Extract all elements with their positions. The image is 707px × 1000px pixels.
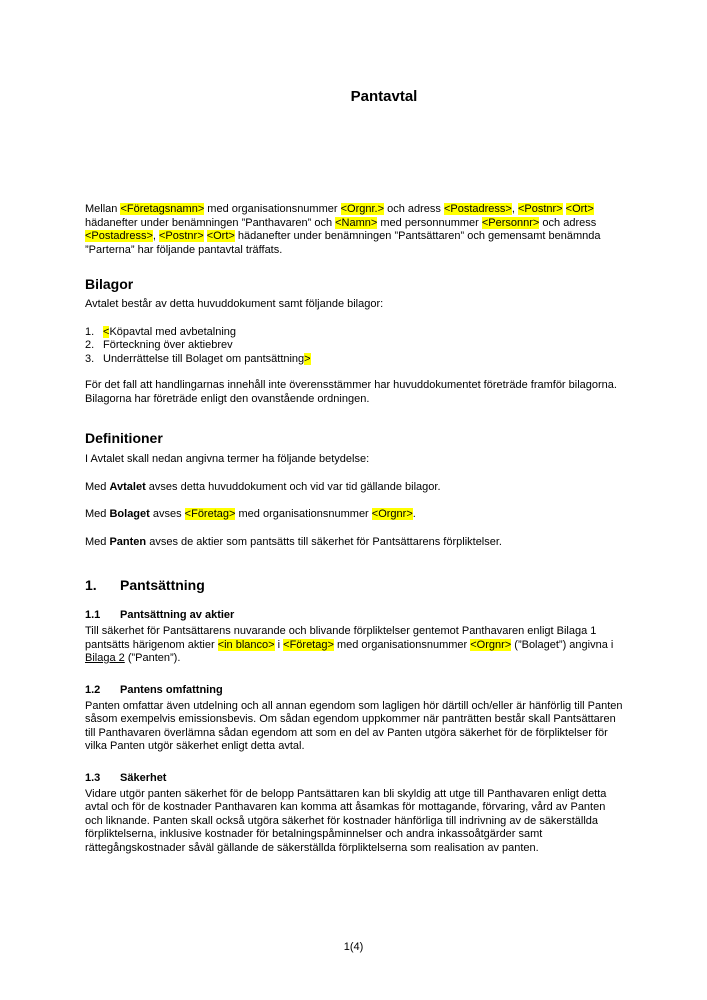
section-heading-bilagor: Bilagor	[85, 276, 134, 292]
text-segment: Med	[85, 480, 110, 493]
subsection-title: Pantsättning av aktier	[120, 609, 235, 621]
placeholder-highlight: <Orgnr>	[371, 508, 413, 520]
subsection-number: 1.1	[85, 609, 101, 621]
placeholder-highlight: <Företagsnamn>	[120, 203, 205, 215]
placeholder-highlight: <Orgnr>	[470, 638, 512, 651]
text-segment: Vidare utgör panten säkerhet för de belopp Pantsättaren kan bli skyldig att utge till Panthavaren enligt detta avtal och för de kostnader Panthavaren kan komma att åsamkas för mottagande, förvaring, vård av Panten och liknande. Panten skall också utgöra säkerhet för kostnader hänförliga till indrivning av de säkerställda förpliktelserna, inklusive kostnader för betalningspåminnelser och andra inkassoåtgärder samt rättegångskostnader såväl gällande de säkerställda förpliktelserna som realisation av panten.	[85, 787, 607, 854]
placeholder-highlight: <Postadress>	[443, 203, 512, 215]
text-segment: Bolaget	[109, 508, 150, 520]
text-segment: avses	[149, 508, 185, 520]
text-segment: med organisationsnummer	[235, 508, 372, 520]
placeholder-highlight: <	[103, 325, 110, 338]
placeholder-highlight: <Personnr>	[481, 216, 540, 229]
list-item	[85, 353, 623, 367]
text-segment: med organisationsnummer	[204, 203, 341, 215]
placeholder-highlight: <Postnr>	[517, 203, 563, 215]
text-segment: hädanefter under benämningen ”Pantsättaren” och gemensamt benämnda ”Parterna” har följande pantavtal träffats.	[85, 230, 601, 256]
text-segment: Panten	[109, 535, 147, 548]
list-item-number: 3.	[85, 352, 95, 365]
subsection-number: 1.2	[85, 683, 101, 696]
list-item-number: 1.	[85, 325, 95, 338]
bilagor-intro-text: Avtalet består av detta huvuddokument samt följande bilagor:	[85, 298, 384, 310]
subsection-heading-1-1	[85, 608, 623, 622]
definition-bolaget	[85, 508, 623, 522]
text-segment: med organisationsnummer	[333, 638, 471, 651]
text-segment: ,	[511, 203, 518, 215]
page-number: 1(4)	[343, 941, 364, 953]
subsection-heading-1-3	[85, 771, 623, 785]
placeholder-highlight: >	[304, 352, 311, 365]
text-segment: Köpavtal med avbetalning	[109, 325, 237, 338]
subsection-body-1-1	[85, 625, 623, 666]
definition-panten	[85, 536, 623, 550]
text-segment: ,	[152, 230, 159, 242]
text-segment: och adress	[539, 216, 597, 229]
text-segment: (”Panten”).	[124, 652, 181, 664]
text-segment: Avtalet	[109, 480, 146, 493]
intro-paragraph	[85, 203, 623, 257]
definition-avtalet	[85, 481, 623, 495]
subsection-body-1-2	[85, 700, 623, 754]
text-segment: (”Bolaget”) angivna i	[511, 638, 614, 651]
definitions-intro-text: I Avtalet skall nedan angivna termer ha följande betydelse:	[85, 453, 370, 465]
subsection-body-1-3	[85, 788, 623, 856]
placeholder-highlight: <in blanco>	[217, 638, 275, 651]
page-title: Pantavtal	[350, 88, 418, 105]
placeholder-highlight: <Ort>	[565, 203, 594, 215]
text-segment: och adress	[384, 203, 444, 215]
subsection-title: Pantens omfattning	[120, 683, 223, 696]
text-segment: hädanefter under benämningen ”Panthavaren” och	[85, 216, 336, 229]
list-item	[85, 326, 623, 340]
placeholder-highlight: <Postnr>	[159, 230, 204, 242]
text-segment: med personnummer	[377, 216, 482, 229]
placeholder-highlight: <Företag>	[283, 638, 334, 651]
text-segment: .	[412, 508, 416, 520]
section-heading-pantsattning	[85, 577, 623, 594]
list-item-label	[103, 326, 236, 340]
placeholder-highlight: <Företag>	[184, 508, 236, 520]
section-number: 1.	[85, 577, 97, 593]
placeholder-highlight: <Orgnr.>	[340, 203, 385, 215]
subsection-number: 1.3	[85, 771, 101, 784]
text-segment: Panten omfattar även utdelning och all annan egendom som lagligen hör därtill och/eller är hänförlig till Panten såsom exempelvis emissionsbevis. Om sådan egendom uppkommer när panträtten består skall Pantsättaren till Panthavaren överlämna sådan egendom att som en del av Panten utgöra säkerhet för de förpliktelser för vilka Panten utgör säkerhet enligt detta avtal.	[85, 699, 623, 752]
text-segment: Med	[85, 535, 110, 548]
precedence-paragraph: För det fall att handlingarnas innehåll inte överensstämmer har huvuddokumentet företräde framför bilagorna. Bilagorna har företräde enligt den ovanstående ordningen.	[85, 379, 617, 405]
placeholder-highlight: <Postadress>	[85, 230, 153, 242]
placeholder-highlight: <Ort>	[206, 230, 235, 242]
text-segment: avses de aktier som pantsätts till säkerhet för Pantsättarens förpliktelser.	[146, 535, 502, 548]
attachment-list	[85, 326, 623, 367]
text-segment: Med	[85, 508, 110, 520]
text-segment: i	[274, 638, 284, 651]
text-segment: avses detta huvuddokument och vid var tid gällande bilagor.	[145, 480, 441, 493]
subsection-heading-1-2	[85, 683, 623, 697]
list-item-number: 2.	[85, 339, 95, 351]
list-item-label	[103, 339, 233, 353]
section-title: Pantsättning	[120, 577, 205, 593]
placeholder-highlight: <Namn>	[335, 216, 378, 229]
section-heading-definitioner: Definitioner	[85, 430, 163, 446]
text-segment: Till säkerhet för Pantsättarens nuvarande och blivande förpliktelser gentemot Panthavaren enligt Bilaga 1 pantsätts härigenom aktier	[85, 625, 597, 651]
text-segment: Mellan	[85, 203, 121, 215]
text-segment: Underrättelse till Bolaget om pantsättning	[103, 352, 305, 365]
text-segment: Förteckning över aktiebrev	[103, 339, 233, 351]
list-item	[85, 339, 623, 353]
text-segment: Bilaga 2	[85, 652, 125, 664]
list-item-label	[103, 353, 311, 367]
subsection-title: Säkerhet	[120, 771, 167, 784]
